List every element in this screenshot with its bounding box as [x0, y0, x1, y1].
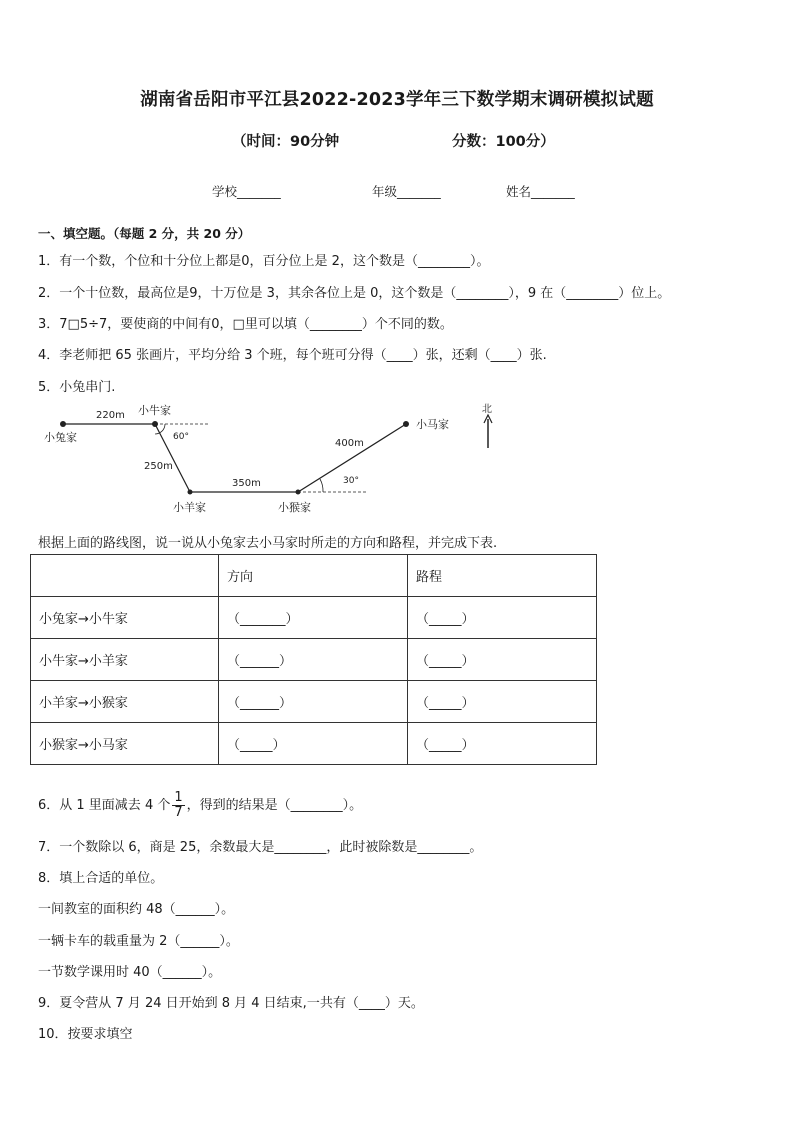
answer-blank[interactable]: （_____）	[408, 681, 597, 723]
exam-time: （时间：90分钟	[232, 134, 340, 150]
table-cell: 小猴家→小马家	[31, 723, 219, 765]
school-field: 学校_______	[212, 184, 281, 199]
table-cell: 小兔家→小牛家	[31, 597, 219, 639]
question-2: 2．一个十位数，最高位是9，十万位是 3，其余各位上是 0，这个数是（________），9 在（________）位上。	[38, 286, 671, 301]
angle-30: 30°	[343, 476, 359, 486]
question-8: 8．填上合适的单位。	[38, 871, 164, 886]
exam-score: 分数：100分）	[452, 134, 555, 150]
table-cell: 小羊家→小猴家	[31, 681, 219, 723]
table-header-cell	[31, 555, 219, 597]
cow-point	[152, 421, 158, 427]
distance-350: 350m	[232, 478, 261, 489]
question-6	[38, 791, 362, 820]
table-cell: 小牛家→小羊家	[31, 639, 219, 681]
answer-blank[interactable]: （______）	[219, 681, 408, 723]
question-5: 5．小兔串门.	[38, 380, 116, 395]
answer-blank[interactable]: （_____）	[408, 723, 597, 765]
question-8b: 一辆卡车的载重量为 2（______）。	[38, 934, 239, 949]
question-6-suffix: ，得到的结果是（________）。	[186, 798, 363, 813]
fraction-denominator: 7	[174, 805, 183, 820]
label-cow: 小牛家	[138, 404, 171, 417]
question-1: 1．有一个数，个位和十分位上都是0，百分位上是 2，这个数是（________）。	[38, 254, 490, 269]
table-row	[31, 597, 597, 639]
question-5-instruction: 根据上面的路线图，说一说从小兔家去小马家时所走的方向和路程，并完成下表.	[38, 536, 498, 551]
page-title: 湖南省岳阳市平江县2022-2023学年三下数学期末调研模拟试题	[140, 90, 654, 110]
table-header-row	[31, 555, 597, 597]
question-4: 4．李老师把 65 张画片，平均分给 3 个班，每个班可分得（____）张，还剩（____）张.	[38, 348, 547, 363]
grade-field: 年级_______	[372, 184, 441, 199]
answer-blank[interactable]: （_______）	[219, 597, 408, 639]
table-header-cell: 方向	[219, 555, 408, 597]
route-diagram	[30, 395, 510, 520]
section-heading: 一、填空题。（每题 2 分，共 20 分）	[38, 226, 251, 241]
question-8a: 一间教室的面积约 48（______）。	[38, 902, 235, 917]
question-3: 3．7□5÷7，要使商的中间有0，□里可以填（________）个不同的数。	[38, 317, 453, 332]
sheep-point	[188, 490, 193, 495]
distance-250: 250m	[144, 461, 173, 472]
horse-point	[403, 421, 409, 427]
question-7: 7．一个数除以 6，商是 25，余数最大是________，此时被除数是________。	[38, 840, 483, 855]
fraction	[172, 791, 184, 820]
label-rabbit: 小兔家	[44, 431, 77, 444]
distance-220: 220m	[96, 410, 125, 421]
question-9: 9．夏令营从 7 月 24 日开始到 8 月 4 日结束,一共有（____）天。	[38, 996, 424, 1011]
answer-blank[interactable]: （______）	[219, 639, 408, 681]
rabbit-point	[60, 421, 66, 427]
question-10: 10．按要求填空	[38, 1027, 133, 1042]
north-label: 北	[482, 404, 492, 415]
label-sheep: 小羊家	[173, 501, 206, 514]
name-field: 姓名_______	[506, 184, 575, 199]
route-table	[30, 554, 597, 765]
label-monkey: 小猴家	[278, 501, 311, 514]
monkey-point	[296, 490, 301, 495]
answer-blank[interactable]: （_____）	[408, 597, 597, 639]
label-horse: 小马家	[416, 418, 449, 431]
distance-400: 400m	[335, 438, 364, 449]
table-row	[31, 639, 597, 681]
question-8c: 一节数学课用时 40（______）。	[38, 965, 222, 980]
angle-60: 60°	[173, 432, 189, 442]
table-row	[31, 723, 597, 765]
fraction-numerator: 1	[174, 790, 183, 805]
question-6-prefix: 6．从 1 里面减去 4 个	[38, 798, 171, 813]
angle-arc-2	[320, 479, 323, 492]
table-header-cell: 路程	[408, 555, 597, 597]
table-row	[31, 681, 597, 723]
answer-blank[interactable]: （_____）	[219, 723, 408, 765]
answer-blank[interactable]: （_____）	[408, 639, 597, 681]
